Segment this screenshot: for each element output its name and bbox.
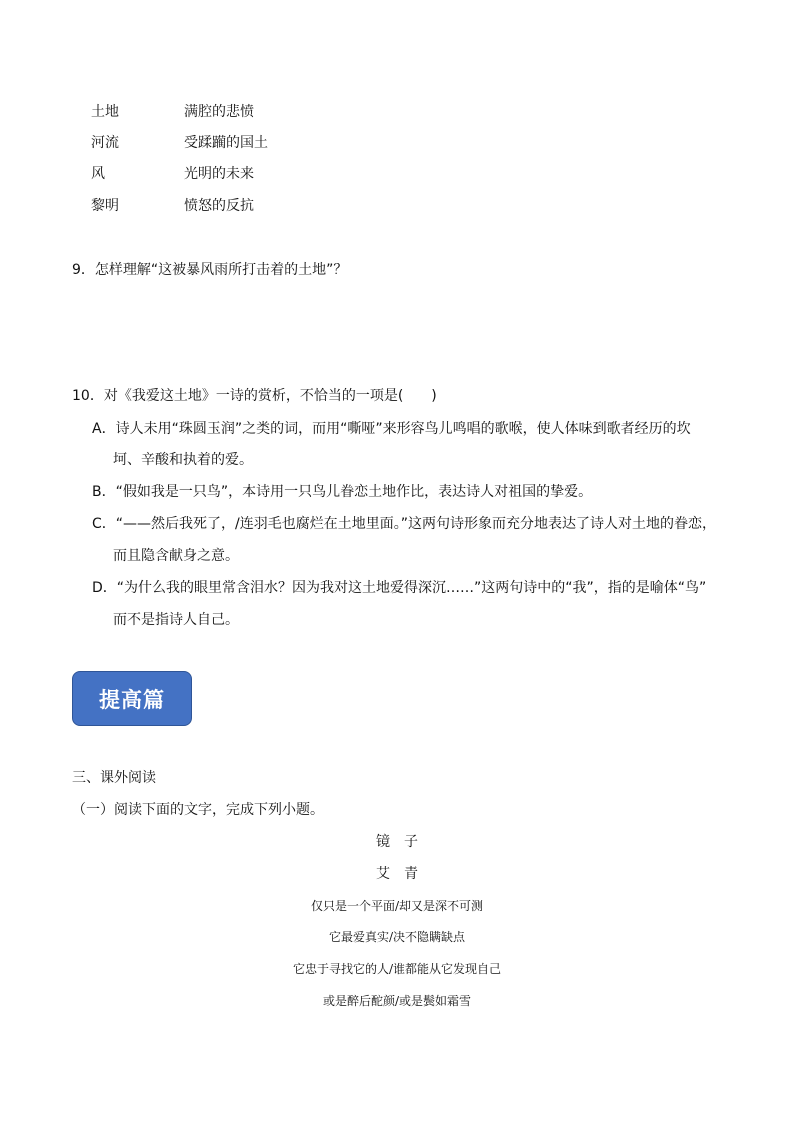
- section-title: 三、课外阅读: [72, 770, 156, 786]
- poem-line: 它最爱真实/决不隐瞒缺点: [328, 930, 466, 944]
- question-9: 9．怎样理解“这被暴风雨所打击着的土地”？: [72, 262, 348, 278]
- poem-author: 艾 青: [376, 866, 418, 882]
- section-badge-label: 提高篇: [99, 686, 165, 712]
- option-a-line1: A．诗人未用“珠圆玉润”之类的词，而用“嘶哑”来形容鸟儿鸣唱的歌喉，使人体味到歌者经历的坎: [92, 421, 691, 437]
- match-left-item: 河流: [91, 135, 119, 151]
- match-right-item: 光明的未来: [184, 166, 254, 182]
- poem-line: 仅只是一个平面/却又是深不可测: [310, 899, 484, 913]
- option-c-line1: C．“——然后我死了，/连羽毛也腐烂在土地里面。”这两句诗形象而充分地表达了诗人对土地的眷恋，: [92, 516, 716, 532]
- match-left-item: 土地: [91, 104, 119, 120]
- subsection-title: （一）阅读下面的文字，完成下列小题。: [72, 802, 324, 818]
- option-c-line2: 而且隐含献身之意。: [113, 548, 239, 564]
- match-left-item: 风: [91, 166, 105, 182]
- poem-line: 或是醉后酡颜/或是鬓如霜雪: [322, 994, 472, 1008]
- match-right-item: 满腔的悲愤: [184, 104, 254, 120]
- match-right-item: 受蹂躏的国土: [184, 135, 268, 151]
- option-a-line2: 坷、辛酸和执着的爱。: [113, 452, 253, 468]
- section-badge: [72, 671, 192, 726]
- poem-title: 镜 子: [376, 834, 418, 850]
- match-right-item: 愤怒的反抗: [184, 198, 254, 214]
- poem-line: 它忠于寻找它的人/谁都能从它发现自己: [292, 962, 502, 976]
- question-10-stem: 10．对《我爱这土地》一诗的赏析，不恰当的一项是( ): [72, 388, 437, 404]
- option-d-line1: D．“为什么我的眼里常含泪水？因为我对这土地爱得深沉……”这两句诗中的“我”，指的是喻体“鸟”: [92, 580, 707, 596]
- option-b-line1: B．“假如我是一只鸟”，本诗用一只鸟儿眷恋土地作比，表达诗人对祖国的挚爱。: [92, 484, 593, 500]
- option-d-line2: 而不是指诗人自己。: [113, 612, 239, 628]
- match-left-item: 黎明: [91, 198, 119, 214]
